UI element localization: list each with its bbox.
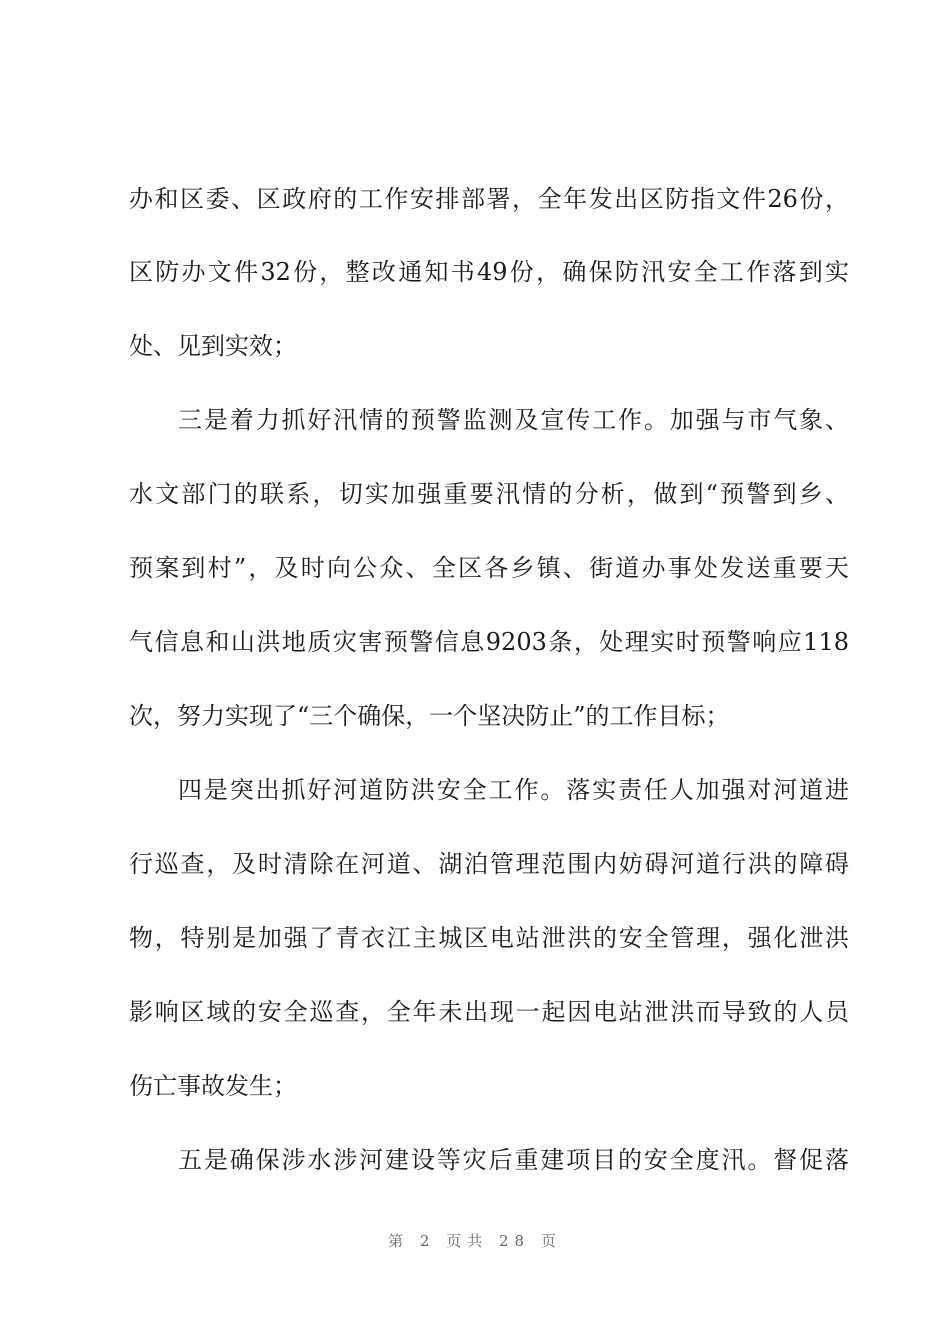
paragraph-line: 水文部门的联系，切实加强重要汛情的分析，做到“预警到乡、 bbox=[129, 480, 849, 508]
paragraph-line: 区防办文件32份，整改通知书49份，确保防汛安全工作落到实 bbox=[129, 258, 849, 286]
page-number-footer: 第 2 页共 28 页 bbox=[388, 1232, 562, 1250]
paragraph-line: 四是突出抓好河道防洪安全工作。落实责任人加强对河道进 bbox=[178, 776, 849, 804]
paragraph-line: 五是确保涉水涉河建设等灾后重建项目的安全度汛。督促落 bbox=[178, 1146, 849, 1174]
paragraph-line: 处、见到实效； bbox=[129, 332, 297, 360]
paragraph-line: 三是着力抓好汛情的预警监测及宣传工作。加强与市气象、 bbox=[178, 406, 849, 434]
paragraph-line: 影响区域的安全巡查，全年未出现一起因电站泄洪而导致的人员 bbox=[129, 998, 849, 1026]
paragraph-line: 伤亡事故发生； bbox=[129, 1072, 297, 1100]
paragraph-line: 次，努力实现了“三个确保，一个坚决防止”的工作目标； bbox=[129, 702, 730, 730]
paragraph-line: 气信息和山洪地质灾害预警信息9203条，处理实时预警响应118 bbox=[129, 628, 849, 656]
paragraph-line: 办和区委、区政府的工作安排部署，全年发出区防指文件26份， bbox=[129, 185, 849, 213]
paragraph-line: 预案到村”，及时向公众、全区各乡镇、街道办事处发送重要天 bbox=[129, 554, 849, 582]
paragraph-line: 物，特别是加强了青衣江主城区电站泄洪的安全管理，强化泄洪 bbox=[129, 924, 849, 952]
paragraph-line: 行巡查，及时清除在河道、湖泊管理范围内妨碍河道行洪的障碍 bbox=[129, 850, 849, 878]
